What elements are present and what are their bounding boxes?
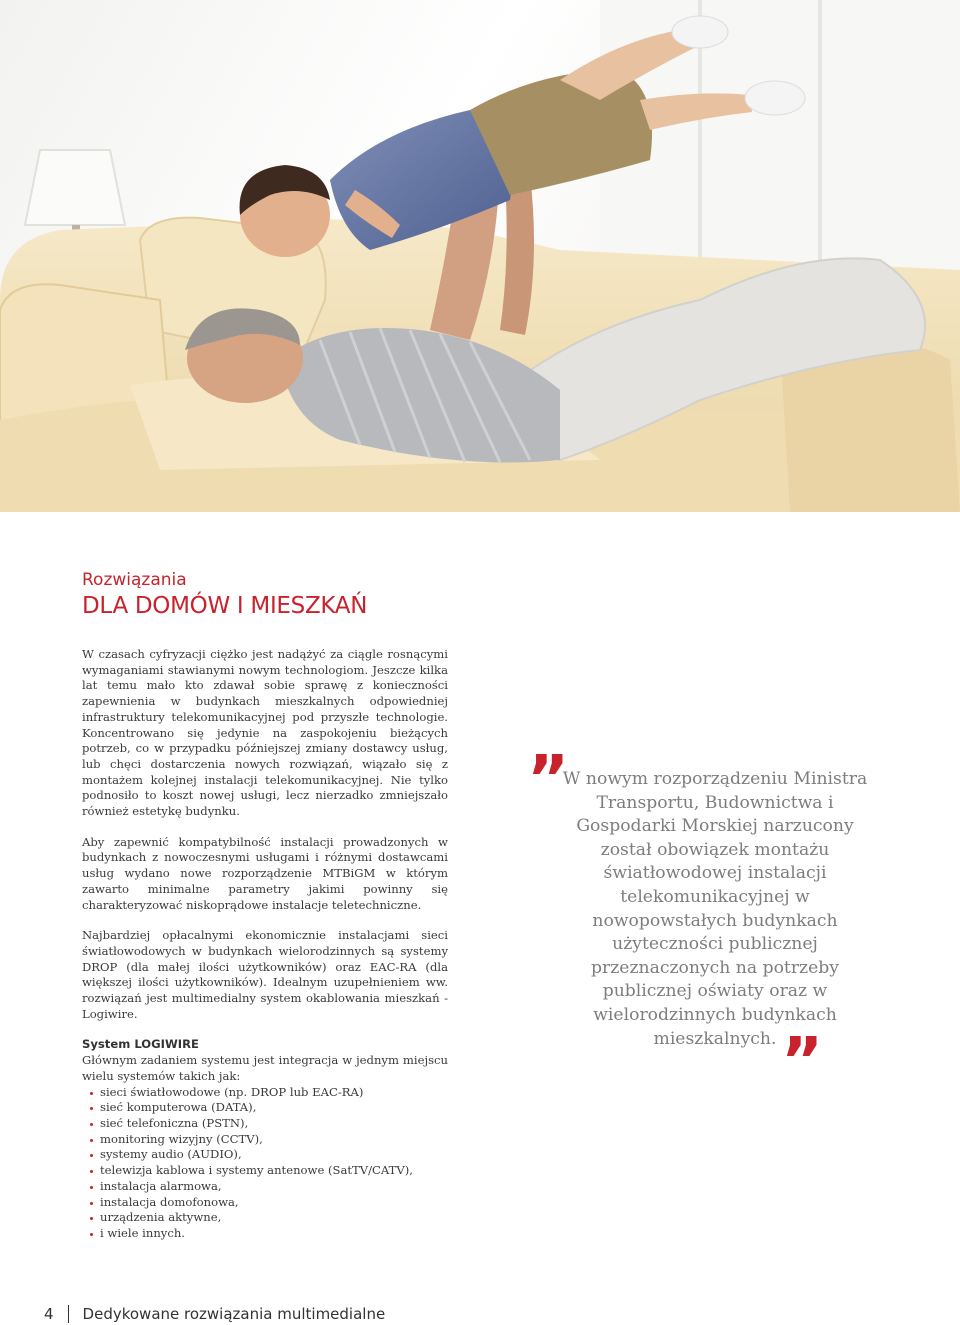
body-paragraph: Najbardziej opłacalnymi ekonomicznie instalacjami sieci światłowodowych w budynkach wielorodzinnych są systemy DROP (dla małej ilości użytkowników) oraz EAC-RA (dla większej ilości użytkowników). Idealnym uzupełnieniem ww. rozwiązań jest multimedialny system okablowania mieszkań - Logiwire. (82, 928, 448, 1021)
footer-title: Dedykowane rozwiązania multimedialne (82, 1305, 386, 1323)
list-item-text: telewizja kablowa i systemy antenowe (SatTV/CATV), (100, 1163, 413, 1178)
system-intro: Głównym zadaniem systemu jest integracja w jednym miejscu wielu systemów takich jak: (82, 1053, 448, 1083)
list-item (90, 1132, 448, 1148)
list-item-text: i wiele innych. (100, 1225, 185, 1240)
list-item (90, 1163, 448, 1179)
body-paragraph: W czasach cyfryzacji ciężko jest nadążyć za ciągle rosnącymi wymaganiami stawianymi nowym technologiom. Jeszcze kilka lat temu mało kto zdawał sobie sprawę z konieczności zapewnienia w budynkach mieszkalnych odpowiedniej infrastruktury telekomunikacyjnej pod przyszłe technologie. Koncentrowano się jedynie na zaspokojeniu bieżących potrzeb, co w przypadku późniejszej zmiany dostawcy usług, lub chęci dostarczenia nowych rozwiązań, wiązało się z montażem kolejnej instalacji telekomunikacyjnej. Nie tylko podnosiło to koszt nowej usługi, lecz nierzadko zmniejszało również estetykę budynku. (82, 647, 448, 819)
bullet-icon (90, 1123, 93, 1126)
body-paragraph: Aby zapewnić kompatybilność instalacji prowadzonych w budynkach z nowoczesnymi usługami i różnymi dostawcami usług wydano nowe rozporządzenie MTBiGM w którym zawarto minimalne parametry jakimi powinny się charakteryzować niskoprądowe instalacje teletechniczne. (82, 834, 448, 912)
body-text-column (82, 647, 448, 1242)
page-footer (44, 1305, 385, 1323)
quote-open-icon: ” (527, 743, 570, 817)
list-item-text: monitoring wizyjny (CCTV), (100, 1131, 263, 1146)
list-item (90, 1116, 448, 1132)
list-item-text: sieć telefoniczna (PSTN), (100, 1115, 249, 1130)
list-item-text: instalacja domofonowa, (100, 1194, 239, 1209)
bullet-icon (90, 1202, 93, 1205)
list-item-text: systemy audio (AUDIO), (100, 1147, 242, 1162)
footer-divider (68, 1305, 69, 1323)
list-item-text: sieci światłowodowe (np. DROP lub EAC-RA) (100, 1084, 364, 1099)
list-item (90, 1179, 448, 1195)
list-item-text: urządzenia aktywne, (100, 1210, 222, 1225)
bullet-icon (90, 1233, 93, 1236)
bullet-icon (90, 1092, 93, 1095)
list-item-text: sieć komputerowa (DATA), (100, 1100, 257, 1115)
page-number: 4 (44, 1305, 54, 1323)
pull-quote (527, 743, 875, 1099)
section-kicker: Rozwiązania (82, 570, 187, 590)
list-item (90, 1195, 448, 1211)
quote-close-icon: ” (781, 1025, 824, 1099)
bullet-icon (90, 1170, 93, 1173)
bullet-icon (90, 1154, 93, 1157)
list-item (90, 1085, 448, 1101)
systems-list (82, 1085, 448, 1242)
system-title: System LOGIWIRE (82, 1037, 199, 1052)
list-item (90, 1100, 448, 1116)
section-title: DLA DOMÓW I MIESZKAŃ (82, 593, 368, 619)
quote-text: W nowym rozporządzeniu Ministra Transportu, Budownictwa i Gospodarki Morskiej narzucony został obowiązek montażu światłowodowej instalacji telekomunikacyjnej w nowopowstałych budynkach użyteczności publicznej przeznaczonych na potrzeby publicznej oświaty oraz w wielorodzinnych budynkach mieszkalnych. (562, 769, 868, 1049)
list-item (90, 1147, 448, 1163)
list-item (90, 1226, 448, 1242)
bullet-icon (90, 1217, 93, 1220)
list-item-text: instalacja alarmowa, (100, 1178, 222, 1193)
bullet-icon (90, 1107, 93, 1110)
hero-photo (0, 0, 960, 512)
list-item (90, 1210, 448, 1226)
bullet-icon (90, 1186, 93, 1189)
bullet-icon (90, 1139, 93, 1142)
family-photo-image (0, 0, 960, 512)
